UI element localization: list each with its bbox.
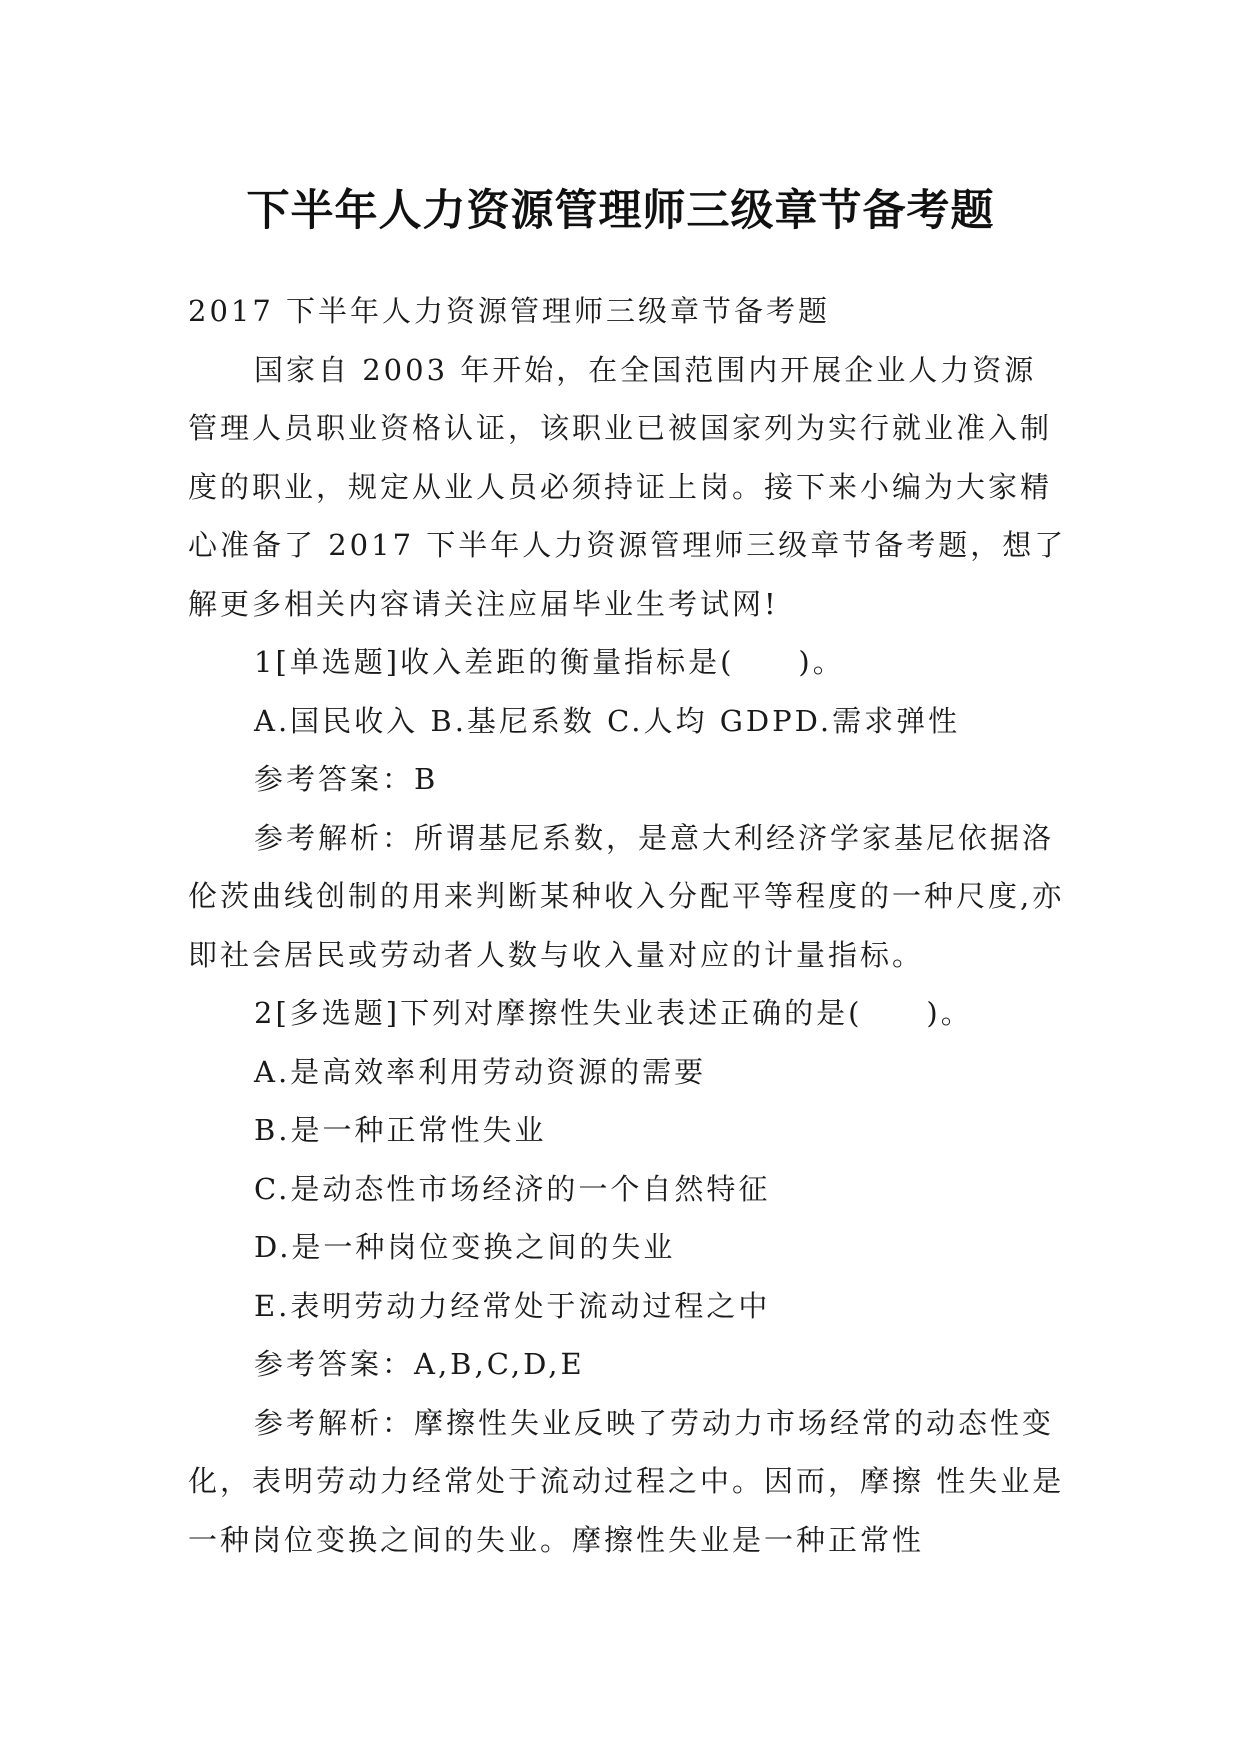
q1-question: 1[单选题]收入差距的衡量指标是( )。 [254, 645, 845, 679]
q1-options: A.国民收入 B.基尼系数 C.人均 GDPD.需求弹性 [254, 703, 961, 738]
q2-option-c: C.是动态性市场经济的一个自然特征 [254, 1171, 771, 1206]
q2-answer: 参考答案：A,B,C,D,E [254, 1347, 585, 1381]
document-title: 下半年人力资源管理师三级章节备考题 [246, 185, 995, 236]
q2-question: 2[多选题]下列对摩擦性失业表述正确的是( )。 [254, 996, 973, 1030]
document-subtitle: 2017 下半年人力资源管理师三级章节备考题 [188, 294, 831, 328]
q2-option-b: B.是一种正常性失业 [254, 1113, 547, 1147]
q2-option-e: E.表明劳动力经常处于流动过程之中 [254, 1288, 771, 1323]
document-body [188, 282, 1068, 1569]
q1-analysis: 参考解析：所谓基尼系数，是意大利经济学家基尼依据洛伦茨曲线创制的用来判断某种收入分配平等程度的一种尺度,亦即社会居民或劳动者人数与收入量对应的计量指标。 [188, 820, 1065, 972]
q2-option-d: D.是一种岗位变换之间的失业 [254, 1230, 676, 1264]
q1-answer: 参考答案：B [254, 762, 439, 796]
intro-paragraph: 国家自 2003 年开始，在全国范围内开展企业人力资源管理人员职业资格认证，该职业已被国家列为实行就业准入制度的职业，规定从业人员必须持证上岗。接下来小编为大家精心准备了 2017 下半年人力资源管理师三级章节备考题，想了解更多相关内容请关注应届毕业生考试网! [188, 352, 1067, 621]
q2-analysis: 参考解析：摩擦性失业反映了劳动力市场经常的动态性变化，表明劳动力经常处于流动过程之中。因而，摩擦 性失业是一种岗位变换之间的失业。摩擦性失业是一种正常性 [188, 1405, 1065, 1557]
q2-option-a: A.是高效率利用劳动资源的需要 [254, 1054, 707, 1089]
